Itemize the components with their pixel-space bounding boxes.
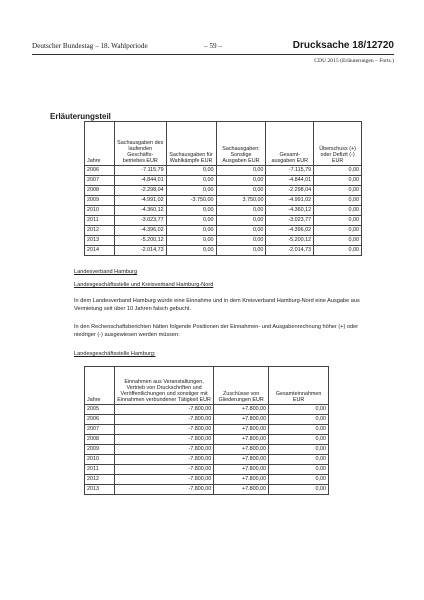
year-cell: 2010	[85, 455, 115, 465]
value-cell: 0,00	[216, 216, 266, 226]
year-cell: 2010	[85, 206, 115, 216]
table-row	[85, 475, 329, 485]
value-cell: -2.014,73	[266, 246, 314, 256]
value-cell: 0,00	[314, 216, 362, 226]
doc-prefix: Drucksache 18/	[292, 40, 367, 51]
year-cell: 2013	[85, 236, 115, 246]
table-row	[85, 485, 329, 495]
header-subtitle: CDU 2015 (Erläuterungen – Forts.)	[314, 58, 394, 64]
value-cell: -4.396,02	[266, 226, 314, 236]
table-header-row	[85, 367, 329, 405]
year-cell: 2014	[85, 246, 115, 256]
year-cell: 2013	[85, 485, 115, 495]
table-row	[85, 405, 329, 415]
value-cell: 0,00	[269, 425, 329, 435]
header-parliament: Deutscher Bundestag – 18. Wahlperiode	[32, 42, 148, 50]
col-header-surplus: Überschuss (+) oder Defizit (-) EUR	[314, 122, 362, 166]
value-cell: 0,00	[216, 166, 266, 176]
value-cell: +7.800,00	[214, 435, 269, 445]
lgs-heading: Landesgeschäftsstelle Hamburg:	[74, 351, 156, 357]
value-cell: +7.800,00	[214, 425, 269, 435]
value-cell: 0,00	[314, 226, 362, 236]
value-cell: -4.844,01	[266, 176, 314, 186]
value-cell: 0,00	[314, 166, 362, 176]
year-cell: 2008	[85, 435, 115, 445]
year-cell: 2007	[85, 425, 115, 435]
value-cell: -5.200,12	[266, 236, 314, 246]
value-cell: -3.023,77	[266, 216, 314, 226]
value-cell: -7.800,00	[114, 475, 213, 485]
value-cell: -2.298,04	[114, 186, 166, 196]
expenses-table	[84, 121, 362, 256]
value-cell: +7.800,00	[214, 475, 269, 485]
value-cell: 0,00	[269, 445, 329, 455]
col-header-other: Sachausgaben: Sonstige Ausgaben EUR	[216, 122, 266, 166]
geschaeftsstelle-heading: Landesgeschäftsstelle und Kreisverband Hamburg-Nord	[74, 282, 214, 288]
value-cell: -4.844,01	[114, 176, 166, 186]
value-cell: 0,00	[314, 206, 362, 216]
value-cell: -4.991,02	[266, 196, 314, 206]
document-number	[293, 40, 394, 51]
value-cell: 0,00	[314, 246, 362, 256]
value-cell: -7.115,79	[266, 166, 314, 176]
value-cell: +7.800,00	[214, 485, 269, 495]
value-cell: 0,00	[166, 206, 216, 216]
value-cell: 0,00	[216, 236, 266, 246]
table-row	[85, 186, 362, 196]
table-row	[85, 236, 362, 246]
value-cell: 0,00	[166, 226, 216, 236]
value-cell: -7.800,00	[114, 445, 213, 455]
col-header-event-income: Einnahmen aus Veranstaltungen, Vertrieb von Druckschriften und Veröffentlichungen und sonstiger mit Einnahmen verbundener Tätigkeit EUR	[114, 367, 213, 405]
value-cell: -4.396,02	[114, 226, 166, 236]
year-cell: 2006	[85, 415, 115, 425]
year-cell: 2007	[85, 176, 115, 186]
value-cell: 0,00	[269, 485, 329, 495]
value-cell: 0,00	[166, 186, 216, 196]
value-cell: -2.014,73	[114, 246, 166, 256]
col-header-years: Jahre	[85, 367, 115, 405]
table-row	[85, 415, 329, 425]
value-cell: -7.800,00	[114, 455, 213, 465]
value-cell: +7.800,00	[214, 415, 269, 425]
col-header-operating: Sachausgaben des laufenden Geschäfts-betriebes EUR	[114, 122, 166, 166]
table-row	[85, 206, 362, 216]
year-cell: 2005	[85, 405, 115, 415]
paragraph-booking-error: In dem Landesverband Hamburg wurde eine Einnahme und in dem Kreisverband Hamburg-Nord eine Ausgabe aus Vermietung seit über 10 Jahren falsch gebucht.	[74, 298, 360, 312]
value-cell: 0,00	[314, 176, 362, 186]
value-cell: 0,00	[166, 246, 216, 256]
doc-number: 12720	[366, 40, 394, 51]
paragraph-positions: In den Rechenschaftsberichten hätten folgende Positionen der Einnahmen- und Ausgabenrechnung höher (+) oder niedriger (-) ausgewiesen werden müssen:	[74, 324, 359, 338]
table-row	[85, 455, 329, 465]
col-header-years: Jahre	[85, 122, 115, 166]
value-cell: 0,00	[166, 236, 216, 246]
col-header-total-income: Gesamteinnahmen EUR	[269, 367, 329, 405]
value-cell: +7.800,00	[214, 455, 269, 465]
year-cell: 2012	[85, 475, 115, 485]
section-title: Erläuterungsteil	[50, 112, 111, 121]
year-cell: 2009	[85, 196, 115, 206]
table-row	[85, 166, 362, 176]
table-row	[85, 226, 362, 236]
table-row	[85, 196, 362, 206]
value-cell: 0,00	[269, 475, 329, 485]
value-cell: 0,00	[216, 246, 266, 256]
value-cell: -3.023,77	[114, 216, 166, 226]
value-cell: -7.800,00	[114, 405, 213, 415]
col-header-campaign: Sachausgaben für Wahlkämpfe EUR	[166, 122, 216, 166]
table-row	[85, 176, 362, 186]
value-cell: 0,00	[166, 166, 216, 176]
year-cell: 2012	[85, 226, 115, 236]
value-cell: -5.200,12	[114, 236, 166, 246]
value-cell: -7.800,00	[114, 425, 213, 435]
value-cell: 0,00	[269, 415, 329, 425]
value-cell: 0,00	[314, 196, 362, 206]
income-table	[84, 366, 329, 495]
table-row	[85, 246, 362, 256]
value-cell: -2.298,04	[266, 186, 314, 196]
value-cell: 0,00	[314, 186, 362, 196]
table-row	[85, 445, 329, 455]
table-row	[85, 216, 362, 226]
value-cell: 0,00	[216, 186, 266, 196]
value-cell: -7.115,79	[114, 166, 166, 176]
value-cell: -7.800,00	[114, 485, 213, 495]
year-cell: 2006	[85, 166, 115, 176]
value-cell: -4.991,02	[114, 196, 166, 206]
value-cell: 0,00	[166, 216, 216, 226]
value-cell: 0,00	[216, 206, 266, 216]
value-cell: -7.800,00	[114, 465, 213, 475]
year-cell: 2008	[85, 186, 115, 196]
value-cell: 0,00	[269, 435, 329, 445]
table-header-row	[85, 122, 362, 166]
value-cell: 3.750,00	[216, 196, 266, 206]
value-cell: -4.360,12	[114, 206, 166, 216]
year-cell: 2009	[85, 445, 115, 455]
table-row	[85, 425, 329, 435]
value-cell: -4.360,12	[266, 206, 314, 216]
table-row	[85, 465, 329, 475]
col-header-subsidies: Zuschüsse von Gliederungen EUR	[214, 367, 269, 405]
value-cell: -7.800,00	[114, 435, 213, 445]
value-cell: 0,00	[216, 226, 266, 236]
value-cell: 0,00	[166, 176, 216, 186]
value-cell: 0,00	[314, 236, 362, 246]
value-cell: +7.800,00	[214, 445, 269, 455]
year-cell: 2011	[85, 465, 115, 475]
value-cell: 0,00	[269, 455, 329, 465]
header-rule	[32, 54, 394, 55]
value-cell: +7.800,00	[214, 405, 269, 415]
page-number: – 59 –	[204, 42, 222, 50]
value-cell: 0,00	[216, 176, 266, 186]
page-header	[32, 41, 394, 53]
landesverband-heading: Landesverband Hamburg	[74, 269, 138, 275]
year-cell: 2011	[85, 216, 115, 226]
table-row	[85, 435, 329, 445]
col-header-total: Gesamt-ausgaben EUR	[266, 122, 314, 166]
value-cell: 0,00	[269, 405, 329, 415]
value-cell: +7.800,00	[214, 465, 269, 475]
value-cell: 0,00	[269, 465, 329, 475]
value-cell: -3.750,00	[166, 196, 216, 206]
value-cell: -7.800,00	[114, 415, 213, 425]
